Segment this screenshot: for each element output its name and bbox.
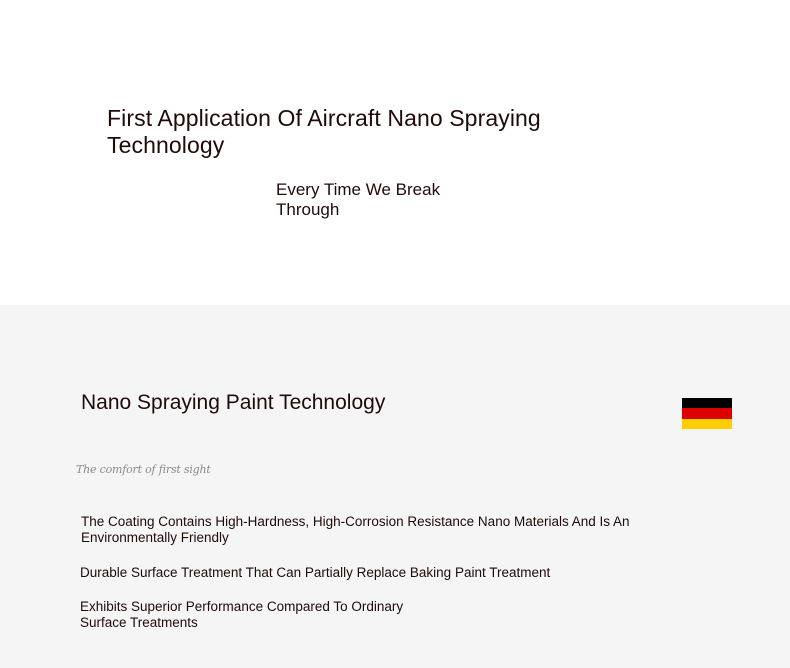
germany-flag-icon [682, 398, 732, 429]
script-tagline: The comfort of first sight [76, 463, 211, 476]
feature-item: The Coating Contains High-Hardness, High-Corrosion Resistance Nano Materials And Is An Environmentally Friendly [81, 514, 630, 545]
flag-band-black [682, 398, 732, 408]
flag-band-gold [682, 419, 732, 429]
section-title: Nano Spraying Paint Technology [81, 391, 386, 414]
hero-section [0, 0, 790, 305]
flag-band-red [682, 408, 732, 418]
feature-item: Durable Surface Treatment That Can Partially Replace Baking Paint Treatment [80, 565, 551, 580]
hero-subhead: Every Time We Break Through [276, 180, 441, 219]
feature-item: Exhibits Superior Performance Compared To Ordinary Surface Treatments [80, 599, 404, 630]
hero-headline: First Application Of Aircraft Nano Spraying Technology [107, 105, 541, 158]
technology-section [0, 305, 790, 668]
